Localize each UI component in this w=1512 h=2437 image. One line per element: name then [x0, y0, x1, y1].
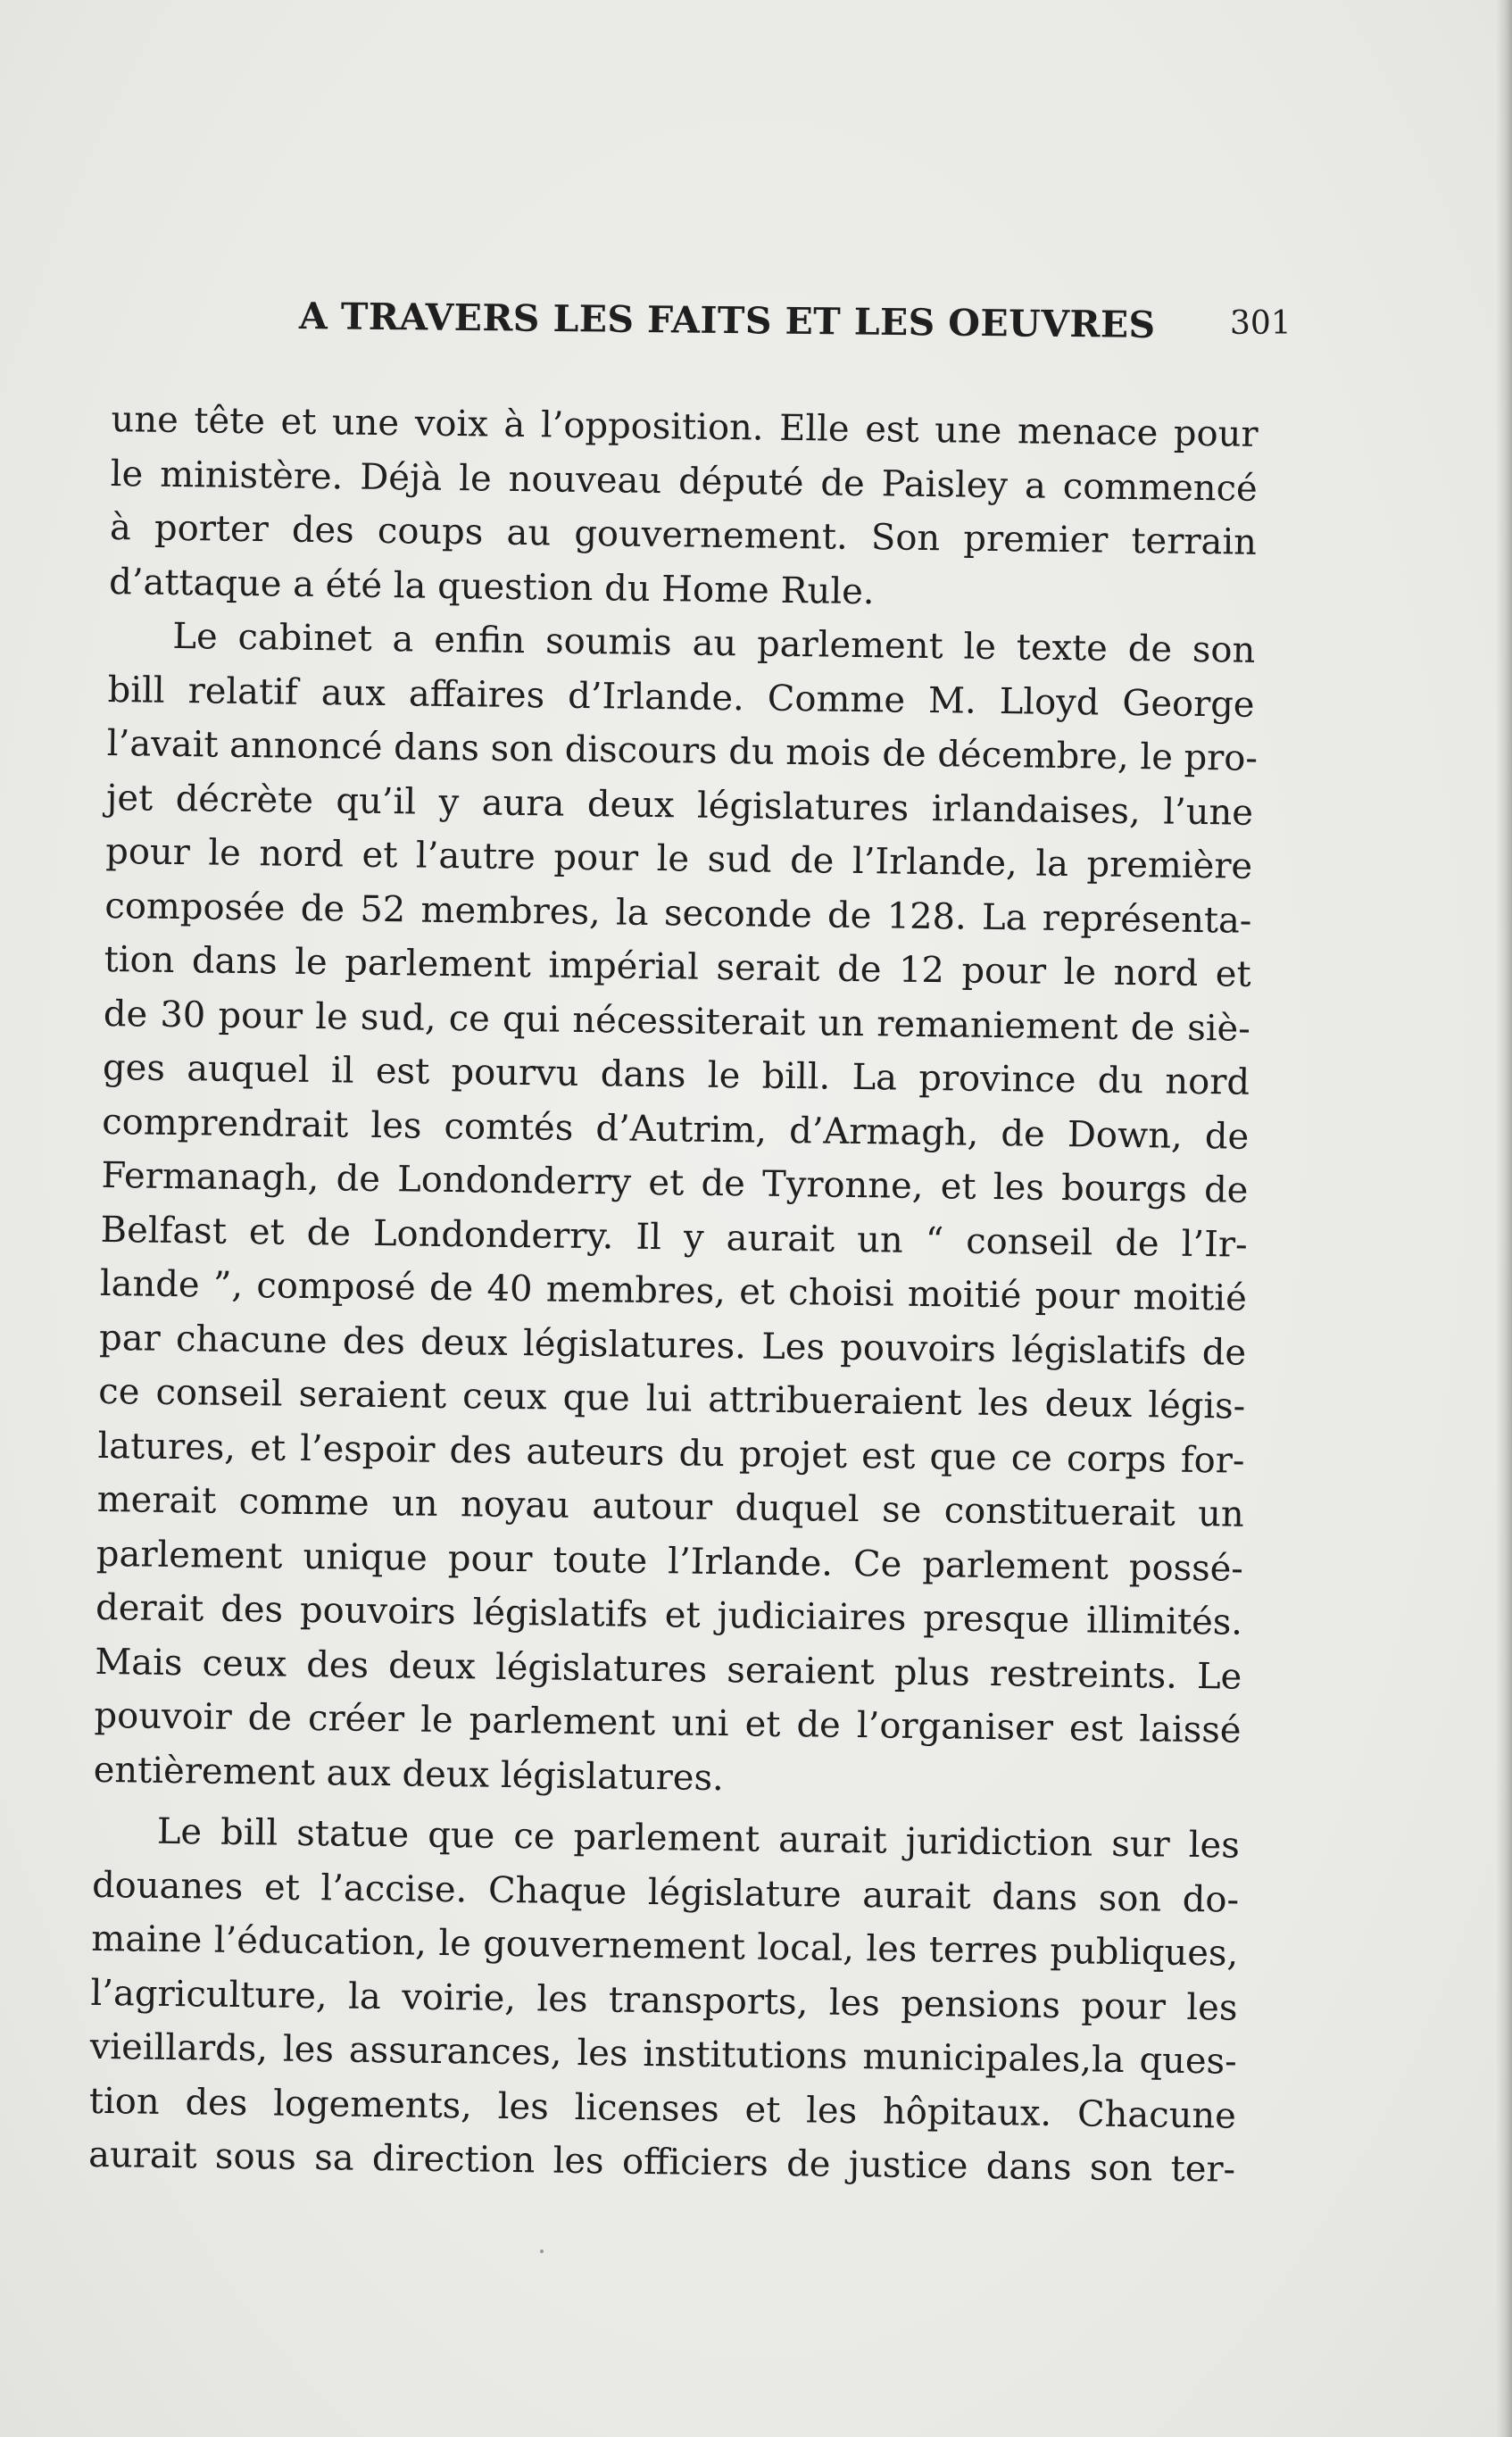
- text-line: une tête et une voix à l’opposition. Elle est une menace pour: [111, 398, 1259, 455]
- text-line: l’avait annoncé dans son discours du mois de décembre, le pro-: [106, 722, 1259, 779]
- text-line: tion dans le parlement impérial serait de 12 pour le nord et: [104, 938, 1251, 995]
- text-line: comprendrait les comtés d’Autrim, d’Armagh, de Down, de: [102, 1101, 1250, 1158]
- text-line: merait comme un noyau autour duquel se constituerait un: [96, 1478, 1244, 1535]
- paper-speck: [540, 2250, 544, 2253]
- body-text: [88, 393, 1290, 2198]
- text-line: parlement unique pour toute l’Irlande. Ce parlement possé-: [96, 1533, 1244, 1590]
- text-line: aurait sous sa direction les officiers de justice dans son ter-: [87, 2133, 1236, 2191]
- text-line: douanes et l’accise. Chaque législature aurait dans son do-: [91, 1864, 1240, 1921]
- text-line: latures, et l’espoir des auteurs du projet est que ce corps for-: [97, 1425, 1245, 1482]
- text-line: bill relatif aux affaires d’Irlande. Comme M. Lloyd George: [107, 669, 1255, 726]
- text-line: l’agriculture, la voirie, les transports, les pensions pour les: [90, 1972, 1238, 2029]
- text-line: ges auquel il est pourvu dans le bill. La province du nord: [102, 1046, 1250, 1103]
- text-line: maine l’éducation, le gouvernement local, les terres publiques,: [91, 1917, 1239, 1975]
- text-line: derait des pouvoirs législatifs et judiciaires presque illimités.: [95, 1586, 1243, 1643]
- running-header: [143, 287, 1303, 350]
- text-line: tion des logements, les licenses et les hôpitaux. Chacune: [88, 2080, 1237, 2137]
- text-line: jet décrète qu’il y aura deux législatures irlandaises, l’une: [105, 777, 1254, 834]
- text-line: à porter des coups au gouvernement. Son premier terrain: [109, 506, 1258, 563]
- text-line: Mais ceux des deux législatures seraient plus restreints. Le: [95, 1641, 1242, 1698]
- page-number: 301: [1230, 305, 1292, 342]
- text-line: d’attaque a été la question du Home Rule.: [108, 561, 875, 612]
- text-line: vieillards, les assurances, les institutions municipales,la ques-: [89, 2025, 1237, 2083]
- running-title: A TRAVERS LES FAITS ET LES OEUVRES: [298, 295, 1156, 347]
- text-line: le ministère. Déjà le nouveau député de Paisley a commencé: [110, 453, 1259, 510]
- text-line: pour le nord et l’autre pour le sud de l’Irlande, la première: [104, 830, 1253, 887]
- text-line: lande ”, composé de 40 membres, et choisi moitié pour moitié: [99, 1262, 1248, 1319]
- text-line: ce conseil seraient ceux que lui attribueraient les deux légis-: [98, 1370, 1246, 1427]
- text-line: Le cabinet a enfin soumis au parlement le texte de son: [172, 615, 1256, 671]
- text-line: entièrement aux deux législatures.: [93, 1749, 725, 1799]
- text-line: Le bill statue que ce parlement aurait juridiction sur les: [156, 1810, 1241, 1867]
- text-line: Belfast et de Londonderry. Il y aurait un “ conseil de l’Ir-: [100, 1209, 1248, 1266]
- page-edge-shadow: [1496, 0, 1512, 2437]
- text-line: composée de 52 membres, la seconde de 128. La représenta-: [104, 885, 1252, 942]
- text-line: pouvoir de créer le parlement uni et de l’organiser est laissé: [94, 1694, 1242, 1751]
- text-line: de 30 pour le sud, ce qui nécessiterait un remaniement de siè-: [103, 993, 1251, 1050]
- text-line: par chacune des deux législatures. Les pouvoirs législatifs de: [98, 1317, 1247, 1374]
- text-line: Fermanagh, de Londonderry et de Tyronne, et les bourgs de: [101, 1154, 1249, 1211]
